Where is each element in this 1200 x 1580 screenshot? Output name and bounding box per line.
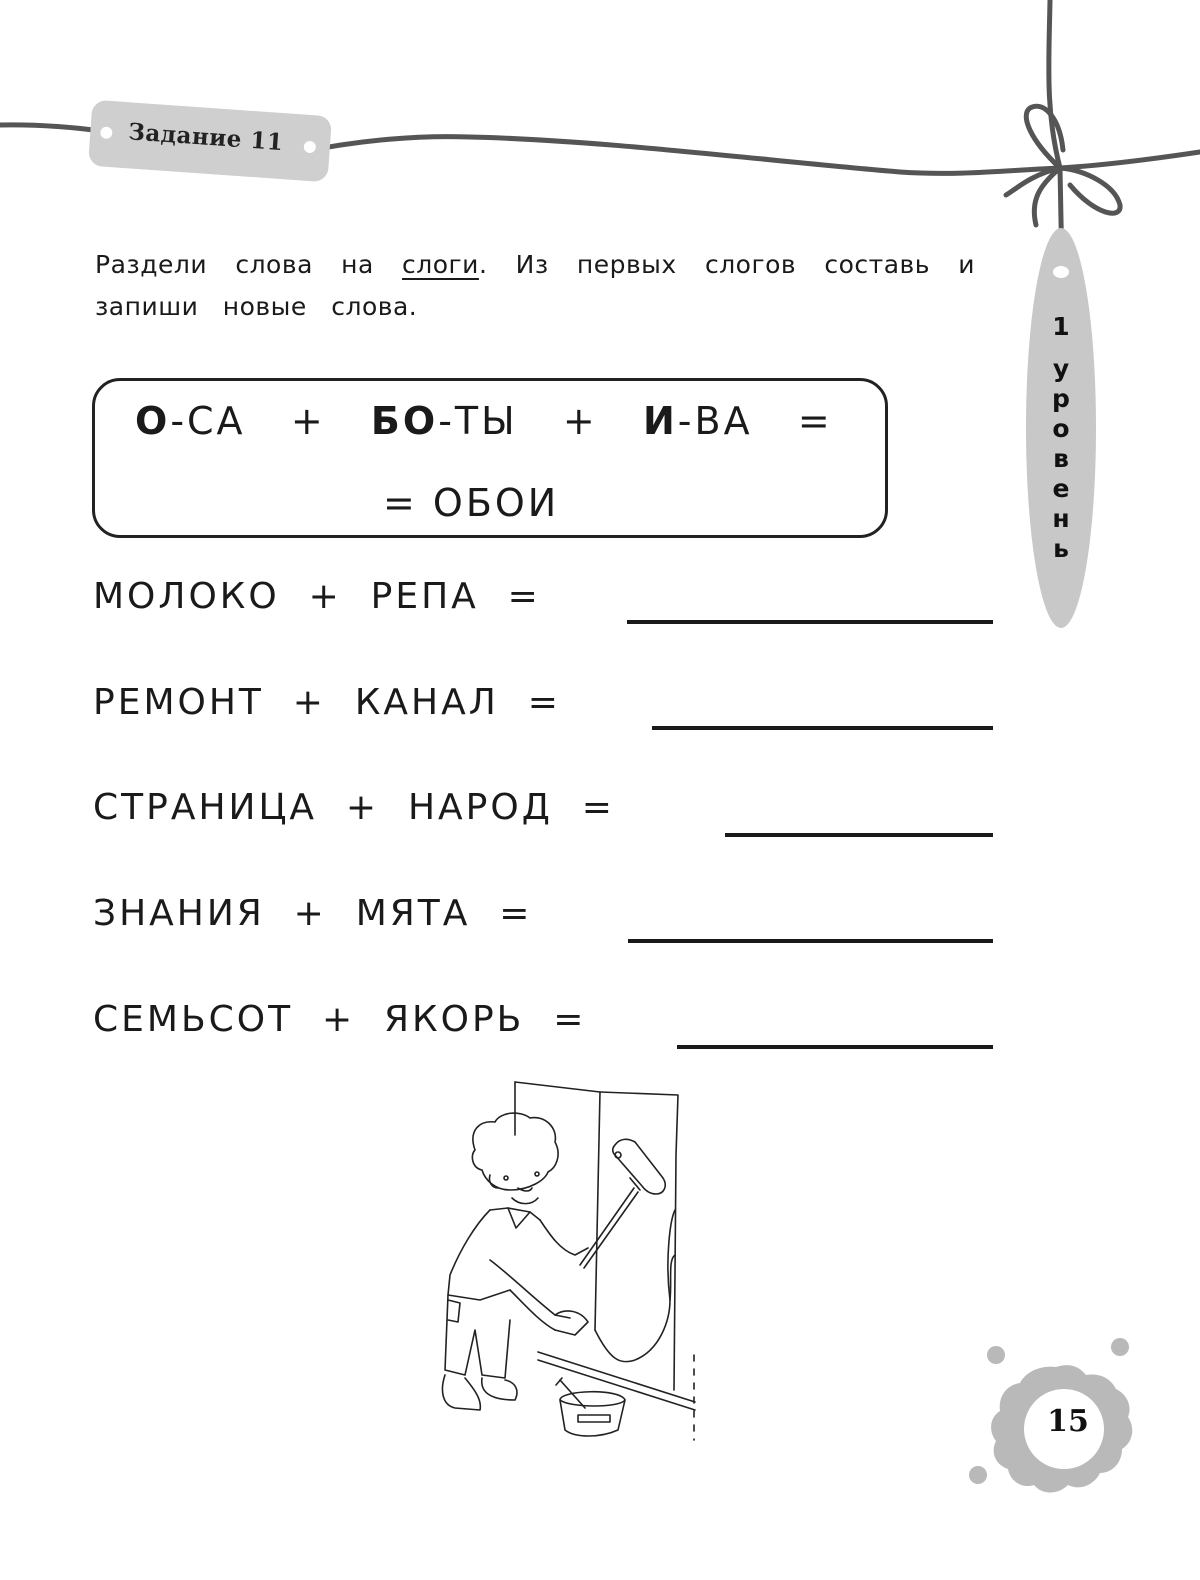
plus-sign: + xyxy=(290,399,326,443)
exercise-row-3: СТРАНИЦА + НАРОД = xyxy=(93,787,615,828)
level-tag-hole xyxy=(1053,266,1069,278)
instructions-underlined-word: слоги xyxy=(402,250,479,279)
exercise-row-1: МОЛОКО + РЕПА = xyxy=(93,576,541,617)
exercise-row-4: ЗНАНИЯ + МЯТА = xyxy=(93,893,533,934)
level-number: 1 xyxy=(1052,312,1070,341)
answer-line-4[interactable] xyxy=(628,939,993,943)
task-tag xyxy=(88,100,332,183)
answer-line-5[interactable] xyxy=(677,1045,993,1049)
example-syllable-2: БО xyxy=(370,399,439,443)
level-letter: н xyxy=(1052,504,1070,533)
level-letter: е xyxy=(1052,474,1070,503)
example-rest-1: -СА xyxy=(170,399,246,443)
example-rest-3: -ВА xyxy=(677,399,753,443)
task-label: Задание 11 xyxy=(127,118,285,157)
answer-line-1[interactable] xyxy=(627,620,993,624)
equals-sign: = xyxy=(797,399,833,443)
tag-hole-right xyxy=(303,141,316,154)
level-letter: о xyxy=(1052,414,1070,443)
level-tag xyxy=(1026,228,1096,628)
example-syllable-1: О xyxy=(135,399,171,443)
level-label xyxy=(1026,312,1096,564)
exercise-row-2: РЕМОНТ + КАНАЛ = xyxy=(93,682,561,723)
level-letter: ь xyxy=(1053,534,1069,563)
answer-line-3[interactable] xyxy=(725,833,993,837)
example-result: = ОБОИ xyxy=(383,481,560,525)
level-letter: в xyxy=(1053,444,1069,473)
instructions xyxy=(95,244,975,328)
tag-hole-left xyxy=(100,126,113,139)
level-letter: р xyxy=(1052,384,1070,413)
example-syllable-3: И xyxy=(642,399,678,443)
instructions-text-after: . Из первых слогов составь и запиши новые слова. xyxy=(95,250,975,321)
example-equation xyxy=(135,399,833,443)
plus-sign: + xyxy=(562,399,598,443)
boy-wallpaper-illustration xyxy=(420,1060,720,1450)
example-box xyxy=(92,378,888,538)
instructions-text-before: Раздели слова на xyxy=(95,250,403,279)
exercise-row-5: СЕМЬСОТ + ЯКОРЬ = xyxy=(93,999,587,1040)
page-number: 15 xyxy=(1047,1404,1089,1439)
answer-line-2[interactable] xyxy=(652,726,993,730)
level-letter: у xyxy=(1052,354,1070,383)
example-rest-2: -ТЫ xyxy=(438,399,518,443)
